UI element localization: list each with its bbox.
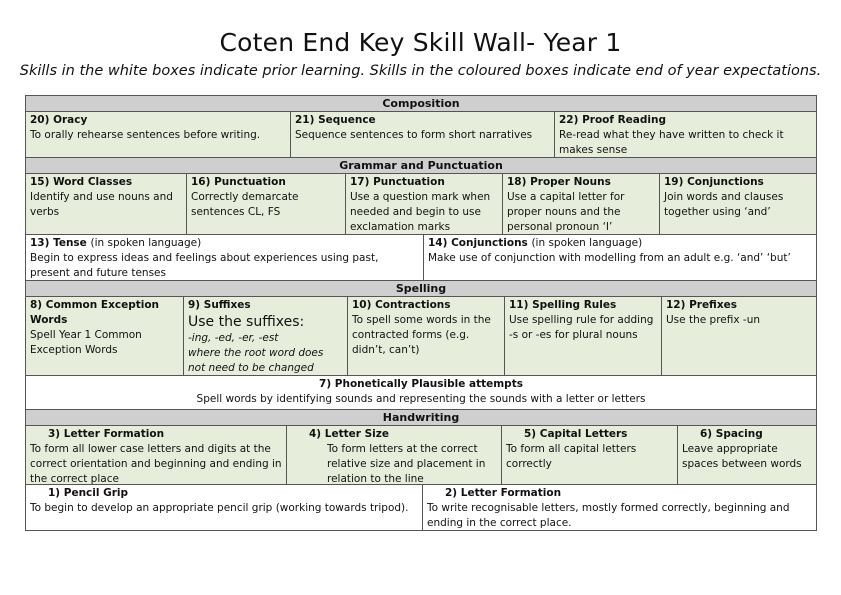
skill-cell-contractions [347, 297, 504, 375]
skill-title: 9) Suffixes [188, 299, 251, 311]
skill-cell-oracy [26, 112, 290, 157]
skill-title: 2) Letter Formation [445, 487, 562, 499]
skill-text: To form all lower case letters and digits at the correct orientation and beginning and ending in the correct place [30, 443, 282, 484]
skill-cell-proper-nouns [502, 174, 659, 234]
skill-title: 5) Capital Letters [524, 428, 628, 440]
skill-title: 1) Pencil Grip [48, 487, 129, 499]
skill-cell-conjunctions-spoken [423, 235, 816, 280]
skill-cell-sequence [290, 112, 554, 157]
skill-text: To orally rehearse sentences before writing. [30, 129, 261, 141]
skill-cell-spacing [677, 426, 816, 484]
section-header-handwriting: Handwriting [25, 409, 817, 425]
skill-title: 18) Proper Nouns [507, 176, 611, 188]
skill-title: 11) Spelling Rules [509, 299, 617, 311]
skill-text: To spell some words in the contracted forms (e.g. didn’t, can’t) [352, 314, 491, 356]
skill-cell-pencil-grip [26, 485, 422, 530]
handwriting-row [25, 425, 817, 484]
skill-title: 8) Common Exception Words [30, 299, 160, 326]
skill-title: 15) Word Classes [30, 176, 133, 188]
skill-text: Begin to express ideas and feelings about experiences using past, present and future tenses [30, 252, 379, 279]
section-header-spelling: Spelling [25, 280, 817, 296]
skill-cell-letter-formation-prior [422, 485, 816, 530]
skill-text: Sequence sentences to form short narratives [295, 129, 533, 141]
skill-text: Leave appropriate spaces between words [682, 443, 802, 470]
skill-text: Use the suffixes: [188, 314, 305, 330]
skill-cell-tense [26, 235, 423, 280]
handwriting-prior-row [25, 484, 817, 531]
skill-wall-table [25, 95, 817, 531]
skill-title: 14) Conjunctions (in spoken language) [428, 237, 643, 249]
skill-title: 22) Proof Reading [559, 114, 666, 126]
skill-text: Join words and clauses together using ‘and’ [664, 191, 784, 218]
skill-cell-conjunctions [659, 174, 816, 234]
skill-text: Re-read what they have written to check it makes sense [559, 129, 784, 156]
skill-note: (in spoken language) [90, 237, 202, 249]
skill-text: Correctly demarcate sentences CL, FS [191, 191, 299, 218]
skill-note: (in spoken language) [531, 237, 643, 249]
skill-text-suffix-note: where the root word does not need to be changed [188, 347, 324, 374]
skill-text: Make use of conjunction with modelling from an adult e.g. ‘and’ ‘but’ [428, 252, 791, 264]
skill-text: Identify and use nouns and verbs [30, 191, 173, 218]
page-title: Coten End Key Skill Wall- Year 1 [219, 28, 622, 57]
skill-title: 19) Conjunctions [664, 176, 764, 188]
skill-cell-punctuation-1 [186, 174, 345, 234]
skill-title: 21) Sequence [295, 114, 376, 126]
skill-text-suffix-list: -ing, -ed, -er, -est [188, 332, 279, 344]
section-header-grammar: Grammar and Punctuation [25, 157, 817, 173]
skill-text: Spell words by identifying sounds and representing the sounds with a letter or letters [196, 393, 646, 405]
skill-title: 13) Tense (in spoken language) [30, 237, 202, 249]
skill-cell-letter-formation [26, 426, 286, 484]
skill-title: 17) Punctuation [350, 176, 445, 188]
skill-cell-spelling-rules [504, 297, 661, 375]
section-header-composition: Composition [25, 95, 817, 111]
skill-title: 10) Contractions [352, 299, 451, 311]
skill-text: Use spelling rule for adding -s or -es for plural nouns [509, 314, 654, 341]
skill-cell-phonetically-plausible [26, 376, 816, 409]
skill-cell-proof-reading [554, 112, 816, 157]
skill-text: To form all capital letters correctly [506, 443, 637, 470]
skill-cell-letter-size [286, 426, 501, 484]
skill-title: 12) Prefixes [666, 299, 737, 311]
skill-cell-punctuation-2 [345, 174, 502, 234]
skill-cell-common-exception-words [26, 297, 183, 375]
skill-title: 3) Letter Formation [48, 428, 165, 440]
spelling-prior-row [25, 375, 817, 409]
skill-text: Use a capital letter for proper nouns and the personal pronoun ‘I’ [507, 191, 625, 233]
skill-text: Use a question mark when needed and begin to use exclamation marks [350, 191, 491, 233]
page-subtitle: Skills in the white boxes indicate prior learning. Skills in the coloured boxes indicate end of year expectations. [19, 63, 822, 79]
skill-cell-word-classes [26, 174, 186, 234]
composition-row [25, 111, 817, 157]
skill-title: 20) Oracy [30, 114, 88, 126]
grammar-prior-row [25, 234, 817, 280]
skill-text: Spell Year 1 Common Exception Words [30, 329, 142, 356]
skill-cell-suffixes [183, 297, 347, 375]
skill-text: Use the prefix -un [666, 314, 760, 326]
skill-text: To begin to develop an appropriate pencil grip (working towards tripod). [30, 502, 409, 514]
skill-title: 6) Spacing [700, 428, 763, 440]
skill-text: To write recognisable letters, mostly formed correctly, beginning and ending in the correct place. [427, 502, 790, 529]
grammar-row [25, 173, 817, 234]
skill-title: 7) Phonetically Plausible attempts [319, 378, 523, 390]
skill-cell-capital-letters [501, 426, 677, 484]
spelling-row [25, 296, 817, 375]
skill-title: 4) Letter Size [309, 428, 389, 440]
skill-title: 16) Punctuation [191, 176, 286, 188]
skill-text: To form letters at the correct relative size and placement in relation to the line [327, 443, 486, 484]
skill-cell-prefixes [661, 297, 816, 375]
